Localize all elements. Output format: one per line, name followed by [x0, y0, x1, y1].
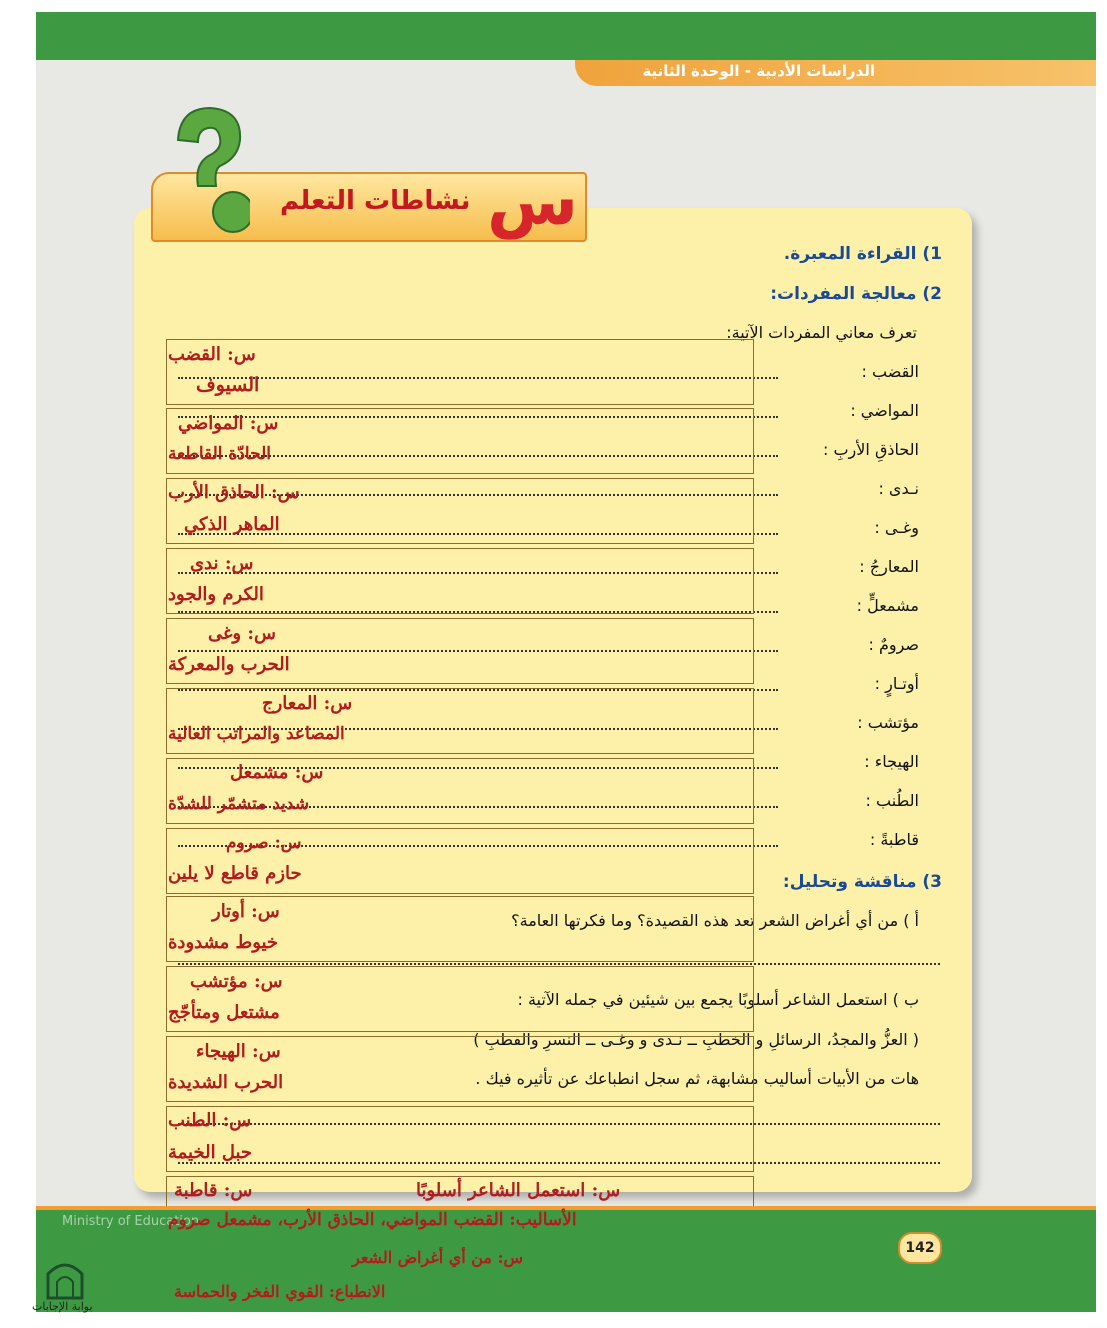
answer-text: حبل الخيمة	[168, 1142, 253, 1163]
vocab-label: الطُنب :	[865, 791, 919, 810]
vocab-label: نـدى :	[878, 479, 919, 498]
vocab-label: مشمعلٍّ :	[856, 596, 919, 615]
question-b-task: هات من الأبيات أساليب مشابهة، ثم سجل انطباعك عن تأثيره فيك .	[475, 1069, 919, 1088]
answer-text: الحرب والمعركة	[168, 654, 290, 675]
answer-question: س: صروم	[226, 833, 302, 853]
answer-question: س: ندى	[190, 553, 254, 574]
vocab-label: صرومٌ :	[868, 635, 919, 654]
answer-text: شديد متشمّر للشدّة	[168, 794, 310, 814]
answer-box	[166, 688, 754, 754]
answer-question: س: القضب	[168, 344, 256, 365]
question-mark-icon	[160, 100, 250, 240]
vocab-label: الحاذقِ الأربِ :	[823, 440, 919, 459]
vocab-label: مؤتشب :	[857, 713, 919, 732]
write-line[interactable]	[178, 963, 940, 965]
portal-logo-icon	[44, 1256, 86, 1300]
question-b-examples: ( العزُّ والمجدُ، الرسائلِ و الخطبِ ــ نـدى و وغـى ــ النسرِ والقطبِ )	[473, 1030, 919, 1049]
answer-question: س: المعارج	[262, 693, 353, 714]
vocab-label: المعارجُ :	[859, 557, 919, 576]
answer-text: الحرب الشديدة	[168, 1072, 284, 1093]
answer-text: خيوط مشدودة	[168, 932, 279, 953]
answer-question: س: المواضي	[178, 413, 279, 434]
answer-text: الحادّة القاطعة	[168, 444, 271, 464]
page-number: 142	[898, 1232, 942, 1264]
answer-text: الأساليب: القضب المواضي، الحاذق الأرب، مشمعل صروم	[168, 1210, 577, 1230]
top-green-band	[36, 12, 1096, 60]
answer-question: س: مشمعل	[230, 762, 324, 783]
question-a: أ ) من أي أغراض الشعر تعد هذه القصيدة؟ وما فكرتها العامة؟	[511, 911, 919, 930]
answer-question: س: استعمل الشاعر أسلوبًا	[416, 1180, 621, 1201]
vocab-label: وغـى :	[874, 518, 919, 537]
answer-text: الماهر الذكي	[184, 514, 280, 535]
section-title: نشاطات التعلم	[280, 186, 471, 216]
answer-question: س: وغى	[208, 623, 276, 644]
answer-text: المصاعد والمراتب العالية	[168, 724, 345, 744]
vocab-intro: تعرف معاني المفردات الآتية:	[726, 323, 917, 342]
section-letter: س	[487, 163, 579, 240]
heading-vocabulary: 2) معالجة المفردات:	[770, 284, 942, 304]
answer-question: س: الطنب	[168, 1110, 252, 1131]
question-b: ب ) استعمل الشاعر أسلوبًا يجمع بين شيئين في جمله الآتية :	[517, 990, 919, 1009]
unit-title: الدراسات الأدبية - الوحدة الثانية	[642, 62, 875, 80]
answer-text: الانطباع: القوي الفخر والحماسة	[174, 1282, 386, 1301]
answer-question: س: أوتار	[212, 901, 280, 922]
answer-question: س: مؤتشب	[190, 971, 283, 992]
vocab-label: القضب :	[861, 362, 919, 381]
heading-expressive-reading: 1) القراءة المعبرة.	[783, 244, 942, 264]
answer-question: س: الحاذق الأرب	[168, 482, 300, 503]
answer-text: مشتعل ومتأجّج	[168, 1002, 280, 1023]
answer-question: س: الهيجاء	[196, 1041, 281, 1062]
vocab-label: المواضي :	[850, 401, 919, 420]
answer-question: س: من أي أغراض الشعر	[352, 1248, 524, 1267]
answer-text: السيوف	[196, 374, 260, 396]
portal-label: بوابة الإجابات	[32, 1300, 93, 1313]
answer-text: حازم قاطع لا يلين	[168, 863, 302, 884]
answer-question: س: قاطبة	[174, 1180, 253, 1201]
heading-discussion: 3) مناقشة وتحليل:	[782, 872, 942, 892]
vocab-label: أوتـارٍ :	[874, 674, 919, 693]
ministry-watermark: Ministry of Education	[62, 1214, 200, 1229]
vocab-label: الهيجاء :	[864, 752, 919, 771]
vocab-label: قاطبةً :	[869, 830, 919, 849]
answer-box	[166, 1106, 754, 1172]
answer-text: الكرم والجود	[168, 584, 264, 605]
